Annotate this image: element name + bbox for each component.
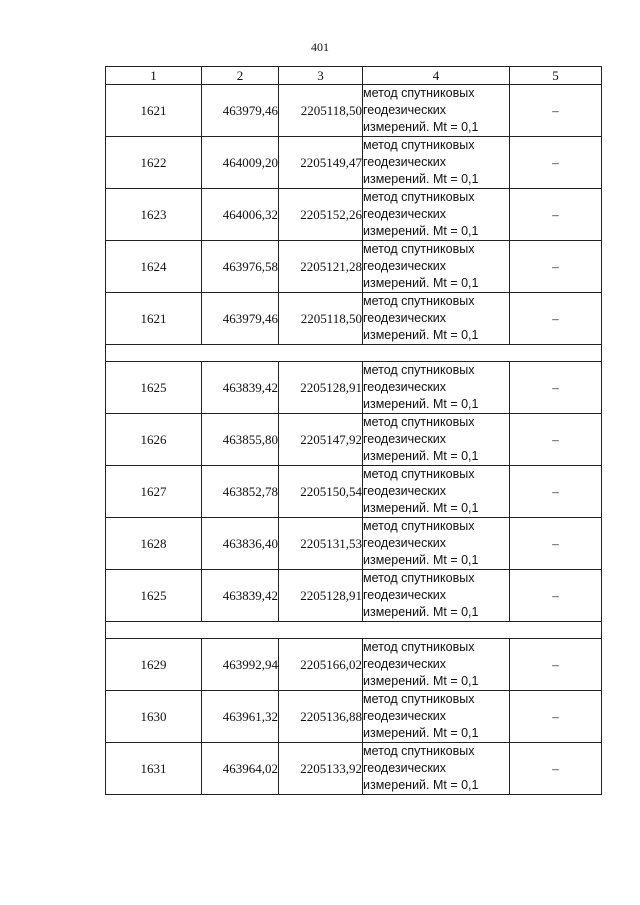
column-5-cell: – [510,414,602,466]
method-line: метод спутниковых [363,138,475,152]
method-cell [363,362,510,414]
y-coordinate-cell: 2205118,50 [279,85,363,137]
point-number-cell: 1626 [106,414,202,466]
y-coordinate-cell: 2205133,92 [279,743,363,795]
table-body [106,85,602,795]
y-coordinate-cell: 2205150,54 [279,466,363,518]
column-5-cell: – [510,743,602,795]
method-cell [363,85,510,137]
method-line: геодезических [363,259,447,273]
method-cell [363,691,510,743]
method-line: измерений. Mt = 0,1 [363,276,479,290]
x-coordinate-cell: 463979,46 [202,293,279,345]
method-line: геодезических [363,588,447,602]
column-5-cell: – [510,639,602,691]
method-line: измерений. Mt = 0,1 [363,674,479,688]
method-line: метод спутниковых [363,519,475,533]
method-cell [363,189,510,241]
method-line: геодезических [363,709,447,723]
column-5-cell: – [510,137,602,189]
method-line: измерений. Mt = 0,1 [363,449,479,463]
point-number-cell: 1625 [106,362,202,414]
table-row [106,137,602,189]
method-line: геодезических [363,484,447,498]
table-row [106,85,602,137]
method-line: метод спутниковых [363,640,475,654]
x-coordinate-cell: 463852,78 [202,466,279,518]
method-line: геодезических [363,432,447,446]
table-row [106,639,602,691]
column-5-cell: – [510,241,602,293]
header-col-1: 1 [106,67,202,85]
method-line: геодезических [363,311,447,325]
x-coordinate-cell: 463961,32 [202,691,279,743]
column-5-cell: – [510,189,602,241]
x-coordinate-cell: 463976,58 [202,241,279,293]
x-coordinate-cell: 463992,94 [202,639,279,691]
table-header [106,67,602,85]
point-number-cell: 1625 [106,570,202,622]
group-separator-cell [106,622,602,639]
table-row [106,241,602,293]
table-row [106,743,602,795]
x-coordinate-cell: 463836,40 [202,518,279,570]
method-line: измерений. Mt = 0,1 [363,605,479,619]
x-coordinate-cell: 464006,32 [202,189,279,241]
column-5-cell: – [510,518,602,570]
method-cell [363,137,510,189]
table-row [106,414,602,466]
header-row [106,67,602,85]
method-line: метод спутниковых [363,415,475,429]
table-row [106,189,602,241]
point-number-cell: 1629 [106,639,202,691]
method-line: метод спутниковых [363,190,475,204]
method-line: геодезических [363,657,447,671]
method-line: геодезических [363,536,447,550]
header-col-2: 2 [202,67,279,85]
table-row [106,362,602,414]
column-5-cell: – [510,85,602,137]
method-line: измерений. Mt = 0,1 [363,172,479,186]
column-5-cell: – [510,570,602,622]
table-row [106,466,602,518]
column-5-cell: – [510,466,602,518]
group-separator-row [106,345,602,362]
method-line: геодезических [363,207,447,221]
method-line: метод спутниковых [363,242,475,256]
method-line: метод спутниковых [363,467,475,481]
y-coordinate-cell: 2205166,02 [279,639,363,691]
method-cell [363,293,510,345]
x-coordinate-cell: 463855,80 [202,414,279,466]
coordinates-table [105,66,602,795]
method-line: измерений. Mt = 0,1 [363,778,479,792]
y-coordinate-cell: 2205128,91 [279,570,363,622]
y-coordinate-cell: 2205136,88 [279,691,363,743]
method-cell [363,414,510,466]
x-coordinate-cell: 463839,42 [202,362,279,414]
column-5-cell: – [510,691,602,743]
y-coordinate-cell: 2205118,50 [279,293,363,345]
method-line: метод спутниковых [363,744,475,758]
y-coordinate-cell: 2205131,53 [279,518,363,570]
header-col-3: 3 [279,67,363,85]
method-line: геодезических [363,761,447,775]
method-line: измерений. Mt = 0,1 [363,553,479,567]
point-number-cell: 1630 [106,691,202,743]
table-row [106,518,602,570]
method-line: метод спутниковых [363,692,475,706]
header-col-4: 4 [363,67,510,85]
method-line: геодезических [363,380,447,394]
point-number-cell: 1624 [106,241,202,293]
x-coordinate-cell: 463979,46 [202,85,279,137]
method-line: измерений. Mt = 0,1 [363,328,479,342]
point-number-cell: 1622 [106,137,202,189]
point-number-cell: 1627 [106,466,202,518]
table-row [106,570,602,622]
y-coordinate-cell: 2205147,92 [279,414,363,466]
group-separator-row [106,622,602,639]
header-col-5: 5 [510,67,602,85]
method-cell [363,241,510,293]
y-coordinate-cell: 2205152,26 [279,189,363,241]
group-separator-cell [106,345,602,362]
y-coordinate-cell: 2205121,28 [279,241,363,293]
method-line: измерений. Mt = 0,1 [363,501,479,515]
method-line: метод спутниковых [363,294,475,308]
method-line: геодезических [363,103,447,117]
method-line: метод спутниковых [363,571,475,585]
method-line: измерений. Mt = 0,1 [363,397,479,411]
method-line: измерений. Mt = 0,1 [363,120,479,134]
table-row [106,293,602,345]
x-coordinate-cell: 464009,20 [202,137,279,189]
page-number: 401 [311,40,329,54]
x-coordinate-cell: 463839,42 [202,570,279,622]
point-number-cell: 1621 [106,85,202,137]
method-line: метод спутниковых [363,363,475,377]
method-line: метод спутниковых [363,86,475,100]
method-cell [363,466,510,518]
point-number-cell: 1623 [106,189,202,241]
method-line: геодезических [363,155,447,169]
x-coordinate-cell: 463964,02 [202,743,279,795]
point-number-cell: 1628 [106,518,202,570]
method-line: измерений. Mt = 0,1 [363,224,479,238]
method-cell [363,570,510,622]
method-cell [363,743,510,795]
method-line: измерений. Mt = 0,1 [363,726,479,740]
method-cell [363,639,510,691]
column-5-cell: – [510,293,602,345]
table-row [106,691,602,743]
y-coordinate-cell: 2205149,47 [279,137,363,189]
y-coordinate-cell: 2205128,91 [279,362,363,414]
point-number-cell: 1631 [106,743,202,795]
method-cell [363,518,510,570]
point-number-cell: 1621 [106,293,202,345]
column-5-cell: – [510,362,602,414]
